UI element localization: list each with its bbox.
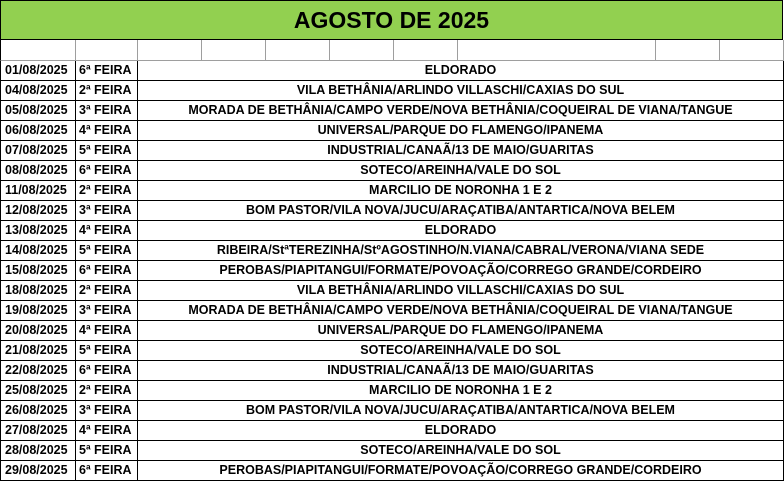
weekday-cell[interactable]: 4ª FEIRA [76, 221, 138, 241]
weekday-cell[interactable]: 6ª FEIRA [76, 461, 138, 481]
table-row [0, 421, 784, 441]
empty-cell[interactable] [394, 40, 458, 61]
date-cell[interactable]: 20/08/2025 [0, 321, 76, 341]
table-row [0, 121, 784, 141]
date-cell[interactable]: 19/08/2025 [0, 301, 76, 321]
empty-cell[interactable] [330, 40, 394, 61]
table-row [0, 201, 784, 221]
neighborhoods-cell[interactable]: PEROBAS/PIAPITANGUI/FORMATE/POVOAÇÃO/CORREGO GRANDE/CORDEIRO [138, 261, 784, 281]
neighborhoods-cell[interactable]: SOTECO/AREINHA/VALE DO SOL [138, 441, 784, 461]
table-row [0, 261, 784, 281]
neighborhoods-cell[interactable]: INDUSTRIAL/CANAÃ/13 DE MAIO/GUARITAS [138, 361, 784, 381]
weekday-cell[interactable]: 5ª FEIRA [76, 341, 138, 361]
date-cell[interactable]: 26/08/2025 [0, 401, 76, 421]
table-row [0, 441, 784, 461]
neighborhoods-cell[interactable]: UNIVERSAL/PARQUE DO FLAMENGO/IPANEMA [138, 321, 784, 341]
neighborhoods-cell[interactable]: MORADA DE BETHÂNIA/CAMPO VERDE/NOVA BETHÂNIA/COQUEIRAL DE VIANA/TANGUE [138, 301, 784, 321]
neighborhoods-cell[interactable]: PEROBAS/PIAPITANGUI/FORMATE/POVOAÇÃO/CORREGO GRANDE/CORDEIRO [138, 461, 784, 481]
table-row [0, 461, 784, 481]
table-row [0, 181, 784, 201]
weekday-cell[interactable]: 4ª FEIRA [76, 121, 138, 141]
neighborhoods-cell[interactable]: INDUSTRIAL/CANAÃ/13 DE MAIO/GUARITAS [138, 141, 784, 161]
sheet-title[interactable]: AGOSTO DE 2025 [0, 0, 783, 40]
neighborhoods-cell[interactable]: VILA BETHÂNIA/ARLINDO VILLASCHI/CAXIAS DO SUL [138, 281, 784, 301]
table-row [0, 141, 784, 161]
table-row [0, 361, 784, 381]
date-cell[interactable]: 06/08/2025 [0, 121, 76, 141]
table-row [0, 61, 784, 81]
weekday-cell[interactable]: 4ª FEIRA [76, 321, 138, 341]
empty-cell[interactable] [138, 40, 202, 61]
neighborhoods-cell[interactable]: MORADA DE BETHÂNIA/CAMPO VERDE/NOVA BETHÂNIA/COQUEIRAL DE VIANA/TANGUE [138, 101, 784, 121]
neighborhoods-cell[interactable]: SOTECO/AREINHA/VALE DO SOL [138, 341, 784, 361]
weekday-cell[interactable]: 2ª FEIRA [76, 81, 138, 101]
weekday-cell[interactable]: 3ª FEIRA [76, 301, 138, 321]
empty-cell[interactable] [0, 40, 76, 61]
weekday-cell[interactable]: 2ª FEIRA [76, 381, 138, 401]
empty-cell[interactable] [202, 40, 266, 61]
empty-cell[interactable] [458, 40, 656, 61]
table-row [0, 341, 784, 361]
date-cell[interactable]: 01/08/2025 [0, 61, 76, 81]
date-cell[interactable]: 14/08/2025 [0, 241, 76, 261]
table-row [0, 301, 784, 321]
empty-header-row [0, 40, 784, 61]
weekday-cell[interactable]: 6ª FEIRA [76, 161, 138, 181]
neighborhoods-cell[interactable]: BOM PASTOR/VILA NOVA/JUCU/ARAÇATIBA/ANTARTICA/NOVA BELEM [138, 401, 784, 421]
date-cell[interactable]: 12/08/2025 [0, 201, 76, 221]
weekday-cell[interactable]: 4ª FEIRA [76, 421, 138, 441]
weekday-cell[interactable]: 3ª FEIRA [76, 401, 138, 421]
weekday-cell[interactable]: 2ª FEIRA [76, 181, 138, 201]
weekday-cell[interactable]: 6ª FEIRA [76, 61, 138, 81]
table-row [0, 381, 784, 401]
table-row [0, 401, 784, 421]
neighborhoods-cell[interactable]: ELDORADO [138, 221, 784, 241]
weekday-cell[interactable]: 3ª FEIRA [76, 101, 138, 121]
neighborhoods-cell[interactable]: MARCILIO DE NORONHA 1 E 2 [138, 381, 784, 401]
neighborhoods-cell[interactable]: ELDORADO [138, 61, 784, 81]
date-cell[interactable]: 29/08/2025 [0, 461, 76, 481]
date-cell[interactable]: 28/08/2025 [0, 441, 76, 461]
weekday-cell[interactable]: 5ª FEIRA [76, 141, 138, 161]
date-cell[interactable]: 04/08/2025 [0, 81, 76, 101]
date-cell[interactable]: 15/08/2025 [0, 261, 76, 281]
date-cell[interactable]: 18/08/2025 [0, 281, 76, 301]
table-row [0, 221, 784, 241]
date-cell[interactable]: 21/08/2025 [0, 341, 76, 361]
date-cell[interactable]: 11/08/2025 [0, 181, 76, 201]
table-row [0, 281, 784, 301]
neighborhoods-cell[interactable]: RIBEIRA/StªTEREZINHA/StºAGOSTINHO/N.VIANA/CABRAL/VERONA/VIANA SEDE [138, 241, 784, 261]
date-cell[interactable]: 08/08/2025 [0, 161, 76, 181]
weekday-cell[interactable]: 6ª FEIRA [76, 261, 138, 281]
date-cell[interactable]: 13/08/2025 [0, 221, 76, 241]
neighborhoods-cell[interactable]: UNIVERSAL/PARQUE DO FLAMENGO/IPANEMA [138, 121, 784, 141]
neighborhoods-cell[interactable]: MARCILIO DE NORONHA 1 E 2 [138, 181, 784, 201]
neighborhoods-cell[interactable]: ELDORADO [138, 421, 784, 441]
date-cell[interactable]: 22/08/2025 [0, 361, 76, 381]
date-cell[interactable]: 27/08/2025 [0, 421, 76, 441]
neighborhoods-cell[interactable]: VILA BETHÂNIA/ARLINDO VILLASCHI/CAXIAS DO SUL [138, 81, 784, 101]
date-cell[interactable]: 07/08/2025 [0, 141, 76, 161]
weekday-cell[interactable]: 3ª FEIRA [76, 201, 138, 221]
date-cell[interactable]: 05/08/2025 [0, 101, 76, 121]
weekday-cell[interactable]: 6ª FEIRA [76, 361, 138, 381]
neighborhoods-cell[interactable]: SOTECO/AREINHA/VALE DO SOL [138, 161, 784, 181]
neighborhoods-cell[interactable]: BOM PASTOR/VILA NOVA/JUCU/ARAÇATIBA/ANTARTICA/NOVA BELEM [138, 201, 784, 221]
empty-cell[interactable] [656, 40, 720, 61]
weekday-cell[interactable]: 5ª FEIRA [76, 441, 138, 461]
empty-cell[interactable] [720, 40, 784, 61]
empty-cell[interactable] [266, 40, 330, 61]
weekday-cell[interactable]: 2ª FEIRA [76, 281, 138, 301]
table-row [0, 101, 784, 121]
table-row [0, 81, 784, 101]
empty-cell[interactable] [76, 40, 138, 61]
date-cell[interactable]: 25/08/2025 [0, 381, 76, 401]
table-row [0, 321, 784, 341]
weekday-cell[interactable]: 5ª FEIRA [76, 241, 138, 261]
table-row [0, 241, 784, 261]
table-row [0, 161, 784, 181]
